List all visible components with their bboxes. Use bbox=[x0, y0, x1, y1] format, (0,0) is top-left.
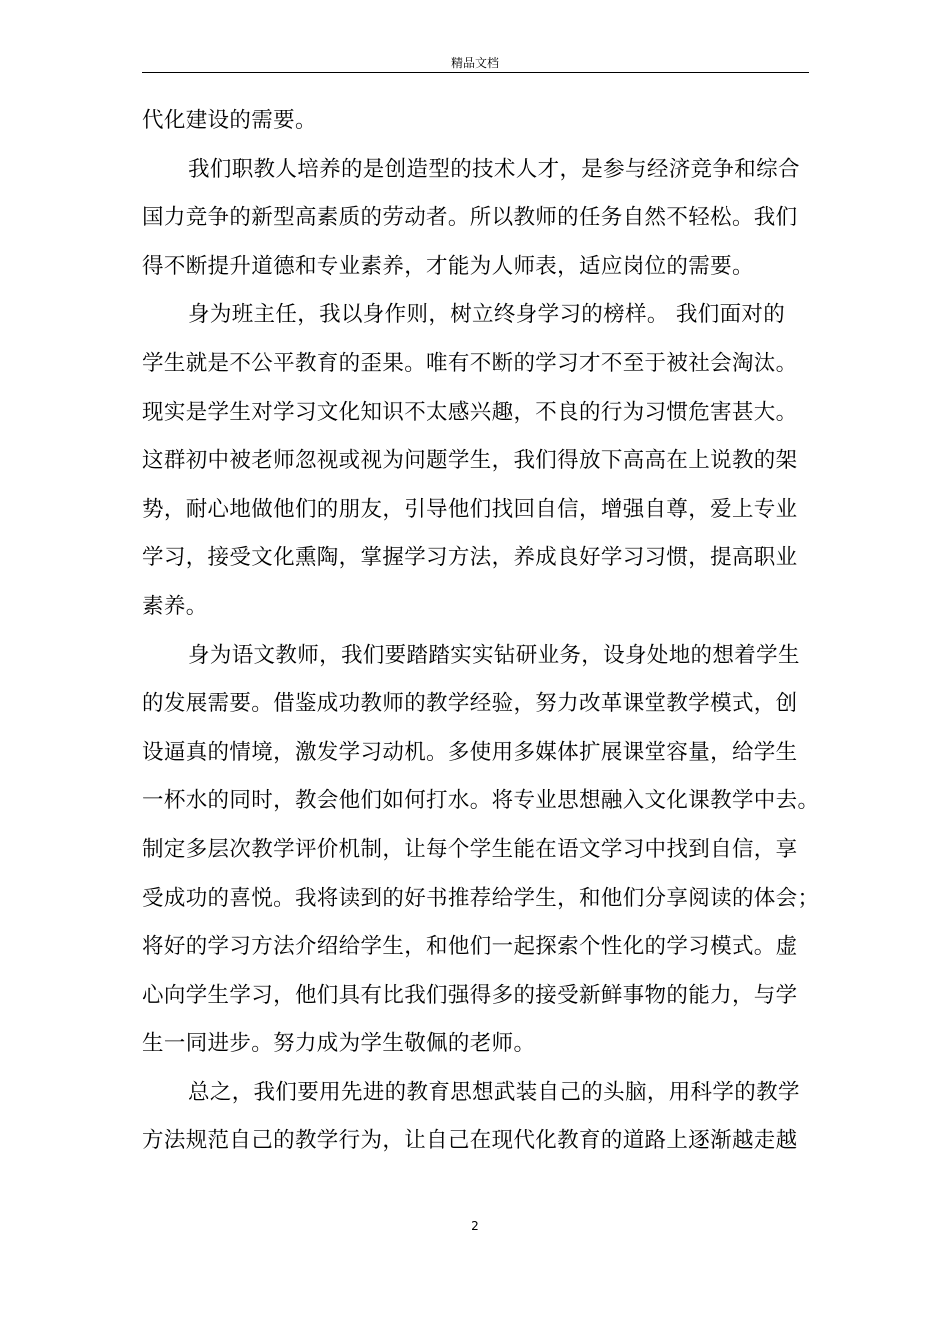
body-line: 学习，接受文化熏陶，掌握学习方法，养成良好学习习惯，提高职业 bbox=[142, 545, 798, 571]
body-line: 国力竞争的新型高素质的劳动者。所以教师的任务自然不轻松。我们 bbox=[142, 205, 798, 231]
body-line: 心向学生学习，他们具有比我们强得多的接受新鲜事物的能力，与学 bbox=[142, 982, 798, 1008]
body-line: 一杯水的同时，教会他们如何打水。将专业思想融入文化课教学中去。 bbox=[142, 788, 820, 814]
page-header-title: 精品文档 bbox=[450, 56, 499, 70]
document-body bbox=[142, 97, 820, 1166]
body-line: 制定多层次教学评价机制，让每个学生能在语文学习中找到自信，享 bbox=[142, 836, 798, 862]
body-line: 的发展需要。借鉴成功教师的教学经验，努力改革课堂教学模式，创 bbox=[142, 691, 798, 717]
body-line: 势，耐心地做他们的朋友，引导他们找回自信，增强自尊，爱上专业 bbox=[142, 496, 798, 522]
page-number: 2 bbox=[471, 1219, 479, 1233]
body-line: 现实是学生对学习文化知识不太感兴趣，不良的行为习惯危害甚大。 bbox=[142, 399, 798, 425]
body-line: 方法规范自己的教学行为，让自己在现代化教育的道路上逐渐越走越 bbox=[142, 1128, 798, 1154]
body-line: 将好的学习方法介绍给学生，和他们一起探索个性化的学习模式。虚 bbox=[142, 934, 798, 960]
body-line: 身为班主任，我以身作则，树立终身学习的榜样。 我们面对的 bbox=[188, 302, 786, 328]
body-line: 受成功的喜悦。我将读到的好书推荐给学生，和他们分享阅读的体会； bbox=[142, 885, 820, 911]
header-divider bbox=[142, 72, 809, 73]
body-line: 总之，我们要用先进的教育思想武装自己的头脑，用科学的教学 bbox=[188, 1079, 800, 1105]
body-line: 设逼真的情境，激发学习动机。多使用多媒体扩展课堂容量，给学生 bbox=[142, 739, 798, 765]
body-line: 学生就是不公平教育的歪果。唯有不断的学习才不至于被社会淘汰。 bbox=[142, 350, 798, 376]
body-line: 素养。 bbox=[142, 593, 208, 619]
body-line: 身为语文教师，我们要踏踏实实钻研业务，设身处地的想着学生 bbox=[188, 642, 800, 668]
body-line: 这群初中被老师忽视或视为问题学生，我们得放下高高在上说教的架 bbox=[142, 448, 798, 474]
body-line: 生一同进步。努力成为学生敬佩的老师。 bbox=[142, 1031, 536, 1057]
body-line: 我们职教人培养的是创造型的技术人才，是参与经济竞争和综合 bbox=[188, 156, 800, 182]
body-line: 代化建设的需要。 bbox=[142, 108, 317, 133]
body-line: 得不断提升道德和专业素养，才能为人师表，适应岗位的需要。 bbox=[142, 253, 754, 279]
